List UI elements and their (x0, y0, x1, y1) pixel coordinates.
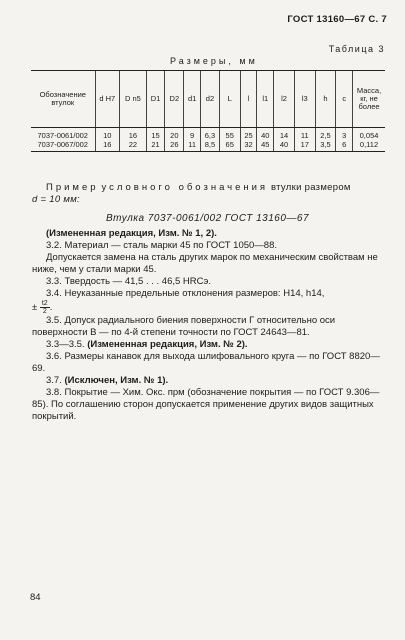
cell-D1: 15 21 (146, 128, 165, 152)
example-designation: Втулка 7037-0061/002 ГОСТ 13160—67 (106, 213, 310, 224)
cell-D2: 20 26 (165, 128, 184, 152)
example-lead: Пример (46, 182, 99, 193)
cell-d: 10 16 (95, 128, 120, 152)
clause-3-3: 3.3. Твердость — 41,5 . . . 46,5 HRCэ. (46, 276, 211, 287)
col-header: Масса, кг, не более (353, 71, 385, 128)
clause-3-3-3-5-bold: (Измененная редакция, Изм. № 2). (87, 339, 248, 350)
col-header: D1 (146, 71, 165, 128)
clause-3-2: 3.2. Материал — сталь марки 45 по ГОСТ 1050—88. (46, 240, 278, 251)
standard-header: ГОСТ 13160—67 С. 7 (287, 14, 387, 25)
cell-h: 2,5 3,5 (315, 128, 336, 152)
example-conditional: условного обозначения (101, 182, 269, 193)
col-header: L (219, 71, 240, 128)
col-header: Обозначение втулок (31, 71, 95, 128)
tolerance-line (32, 300, 392, 315)
cell-l2: 14 40 (274, 128, 295, 152)
col-header: d1 (184, 71, 201, 128)
tolerance-numerator: t2 (41, 300, 48, 307)
cell-l: 25 32 (240, 128, 257, 152)
clause-3-4: 3.4. Неуказанные предельные отклонения размеров: H14, h14, (46, 288, 325, 299)
cell-mass: 0,054 0,112 (353, 128, 385, 152)
cell-L: 55 65 (219, 128, 240, 152)
col-header: l2 (274, 71, 295, 128)
clause-3-3-3-5: 3.3—3.5. (Измененная редакция, Изм. № 2). (46, 339, 248, 350)
table-row (31, 128, 385, 152)
cell-l3: 11 17 (294, 128, 315, 152)
clause-3-7: 3.7. (Исключен, Изм. № 1). (46, 375, 169, 386)
clause-3-8: 3.8. Покрытие — Хим. Окс. прм (обозначение покрытия — по ГОСТ 9.306—85). По соглашению сторон допускается применение других видов защитных покрытий. (32, 387, 380, 422)
col-header: d H7 (95, 71, 120, 128)
tolerance-fraction (40, 300, 50, 315)
cell-d1: 9 11 (184, 128, 201, 152)
cell-d2: 6,3 8,5 (201, 128, 220, 152)
page-number: 84 (30, 592, 41, 603)
clause-amend-1-2: (Измененная редакция, Изм. № 1, 2). (46, 228, 217, 239)
col-header: D n5 (120, 71, 147, 128)
cell-l1: 40 45 (257, 128, 274, 152)
example-rest: втулки размером (271, 182, 351, 193)
cell-designation: 7037-0061/002 7037-0067/002 (31, 128, 95, 152)
col-header: h (315, 71, 336, 128)
clause-3-6: 3.6. Размеры канавок для выхода шлифовального круга — по ГОСТ 8820—69. (32, 351, 380, 374)
example-paragraph (32, 182, 392, 206)
clause-substitution: Допускается замена на сталь других марок по механическим свойствам не ниже, чем у стали марки 45. (32, 252, 378, 275)
tolerance-suffix: . (49, 302, 53, 314)
cell-D: 16 22 (120, 128, 147, 152)
col-header: D2 (165, 71, 184, 128)
clause-3-7-bold: (Исключен, Изм. № 1). (64, 375, 169, 386)
table-label: Таблица 3 (328, 44, 385, 54)
col-header: l3 (294, 71, 315, 128)
clauses-block (32, 228, 392, 423)
col-header: l (240, 71, 257, 128)
table-header-row (31, 71, 385, 128)
col-header: c (336, 71, 353, 128)
clause-3-5: 3.5. Допуск радиального биения поверхности Г относительно оси поверхности В — по 4-й степени точности по ГОСТ 24643—81. (32, 315, 336, 338)
dimensions-table (31, 70, 385, 152)
tolerance-prefix: ± (32, 302, 38, 314)
tolerance-denominator: 2 (42, 308, 47, 315)
col-header: l1 (257, 71, 274, 128)
table-units: Размеры, мм (170, 56, 258, 66)
col-header: d2 (201, 71, 220, 128)
example-d-eq: d = 10 мм: (32, 194, 80, 205)
cell-c: 3 6 (336, 128, 353, 152)
